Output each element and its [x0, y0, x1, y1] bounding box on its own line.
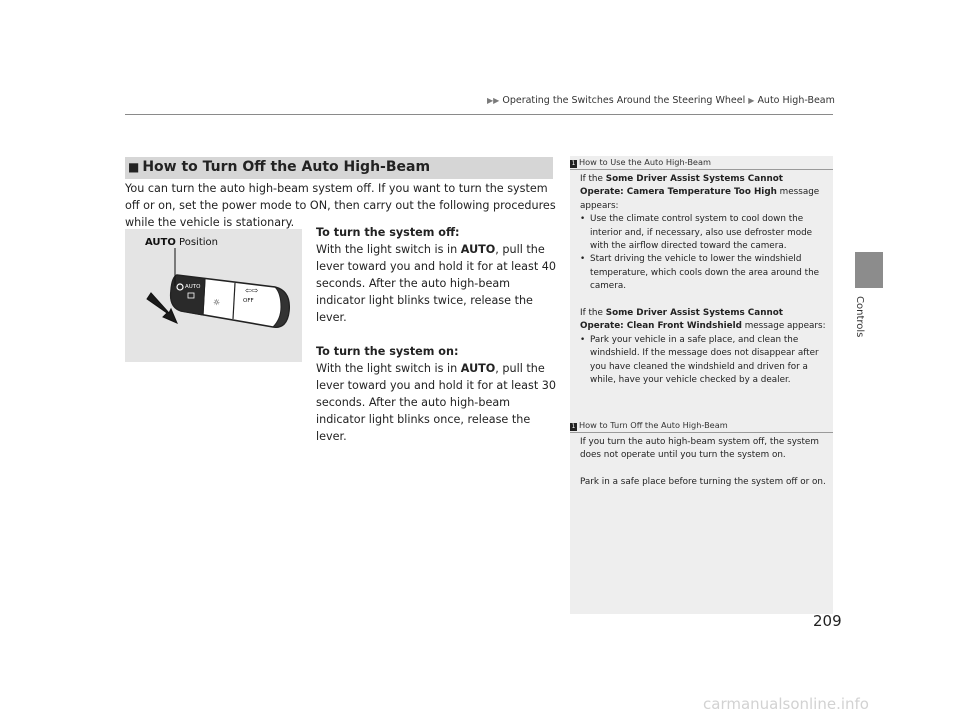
note-title-turn-off-auto-high-beam[interactable]: 1 How to Turn Off the Auto High-Beam — [571, 420, 728, 430]
note-bullet: • Use the climate control system to cool down the interior and, if necessary, also use defroster mode with the airflow directed toward the camera. — [580, 213, 826, 253]
section-intro: You can turn the auto high-beam system off. If you want to turn the system off or on, set the power mode to ON, then carry out the following procedures while the vehicle is stationary. — [125, 182, 556, 229]
breadcrumb-item-auto-high-beam[interactable]: Auto High-Beam — [757, 95, 835, 106]
note-title-use-auto-high-beam[interactable]: 1 How to Use the Auto High-Beam — [571, 157, 711, 167]
svg-text:☼: ☼ — [213, 298, 221, 307]
turn-on-instructions: With the light switch is in AUTO, pull the lever toward you and hold it for at least 30 seconds. After the auto high-beam indicator light blinks once, release the lever. — [316, 362, 557, 443]
chapter-tab-marker[interactable] — [855, 252, 883, 288]
procedure-steps — [316, 224, 556, 445]
lever-illustration — [125, 229, 302, 362]
turn-off-heading: To turn the system off: — [316, 226, 460, 239]
note-body-turn-off-auto-high-beam: If you turn the auto high-beam system off, the system does not operate until you turn the system on. Park in a safe place before turning the system off or on. — [580, 437, 826, 488]
note-divider — [570, 169, 833, 170]
note-divider — [570, 432, 833, 433]
note-bullet: • Start driving the vehicle to lower the windshield temperature, which cools down the area around the camera. — [580, 253, 826, 293]
section-heading-text: How to Turn Off the Auto High-Beam — [142, 159, 431, 175]
svg-text:AUTO: AUTO — [185, 284, 201, 290]
svg-text:OFF: OFF — [243, 298, 254, 304]
svg-text:⇦⇨: ⇦⇨ — [245, 286, 259, 295]
section-heading — [125, 157, 553, 179]
turn-off-instructions: With the light switch is in AUTO, pull the lever toward you and hold it for at least 40 seconds. After the auto high-beam indicator light blinks twice, release the lever. — [316, 243, 557, 324]
note-reference-icon: 1 — [571, 160, 576, 167]
note-reference-icon: 1 — [571, 423, 576, 430]
page-number: 209 — [813, 612, 842, 630]
turn-on-heading: To turn the system on: — [316, 345, 459, 358]
breadcrumb — [487, 95, 835, 106]
headlight-lever-drawing — [125, 229, 302, 362]
chapter-tab-label: Controls — [854, 296, 865, 338]
note-body-use-auto-high-beam: If the Some Driver Assist Systems Cannot Operate: Camera Temperature Too High message appears: • Use the climate control system to cool down the interior and, if necessary, also use defroster mode with the airflow directed toward the camera. • Start driving the vehicle to lower the windshield temperature, which cools down the area around the camera. If the Some Driver Assist Systems Cannot Operate: Clean Front Windshield message appears: • Park your vehicle in a safe place, and clean the windshield. If the message does not disappear after you have cleaned the windshield and driven for a while, have your vehicle checked by a dealer. — [580, 173, 826, 387]
breadcrumb-arrow-icon: ▶▶ — [487, 96, 500, 105]
breadcrumb-item-switches[interactable]: Operating the Switches Around the Steering Wheel — [502, 95, 746, 106]
note-bullet: • Park your vehicle in a safe place, and clean the windshield. If the message does not disappear after you have cleaned the windshield and driven for a while, have your vehicle checked by a dealer. — [580, 334, 826, 388]
figure-caption: AUTO Position — [145, 237, 218, 248]
watermark: carmanualsonline.info — [703, 695, 869, 713]
header-divider — [125, 114, 833, 115]
section-marker-icon: ■ — [128, 160, 140, 174]
breadcrumb-arrow-icon: ▶ — [748, 96, 755, 105]
